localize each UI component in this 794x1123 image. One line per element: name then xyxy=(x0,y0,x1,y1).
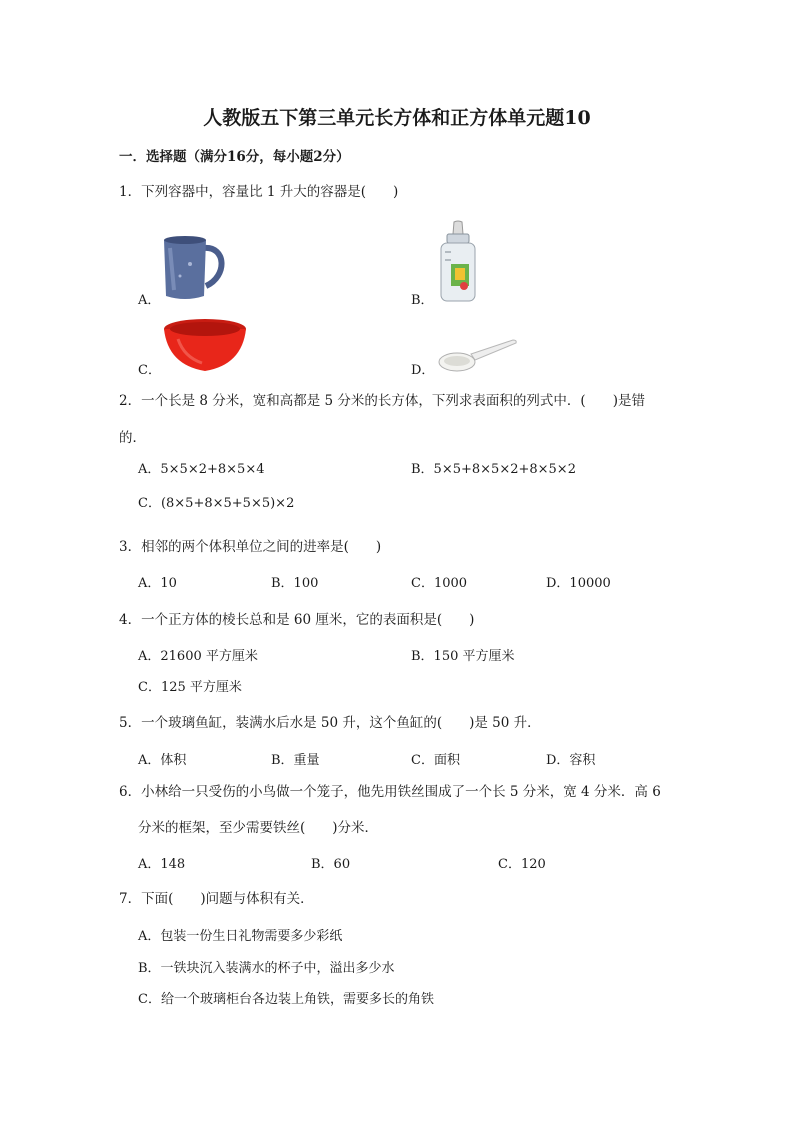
mug-icon xyxy=(160,234,226,302)
q5-option-a[interactable]: A．体积 xyxy=(138,753,187,768)
q3-option-a[interactable]: A．10 xyxy=(138,576,177,591)
q6-option-c[interactable]: C．120 xyxy=(498,857,546,872)
question-2-stem-line2: 的． xyxy=(119,430,146,446)
q7-option-c[interactable]: C．给一个玻璃柜台各边装上角铁，需要多长的角铁 xyxy=(138,992,434,1007)
question-2-stem-line1: 2．一个长是 8 分米，宽和高都是 5 分米的长方体，下列求表面积的列式中．( )是错 xyxy=(119,393,645,409)
q1-option-a[interactable]: A． xyxy=(138,293,161,308)
question-5-stem: 5．一个玻璃鱼缸，装满水后水是 50 升，这个鱼缸的( )是 50 升． xyxy=(119,715,541,731)
q6-option-a[interactable]: A．148 xyxy=(138,857,186,872)
q4-option-a[interactable]: A．21600 平方厘米 xyxy=(138,649,258,664)
q1-option-c[interactable]: C． xyxy=(138,363,161,378)
question-1-stem: 1．下列容器中，容量比 1 升大的容器是( ) xyxy=(119,184,399,200)
section-heading: 一．选择题（满分16分，每小题2分） xyxy=(119,149,350,165)
q2-option-b[interactable]: B．5×5+8×5×2+8×5×2 xyxy=(411,462,576,477)
question-3-stem: 3．相邻的两个体积单位之间的进率是( ) xyxy=(119,539,382,555)
q3-option-d[interactable]: D．10000 xyxy=(546,576,611,591)
q1-option-b[interactable]: B． xyxy=(411,293,434,308)
page-title: 人教版五下第三单元长方体和正方体单元题10 xyxy=(203,107,591,129)
baby-bottle-icon xyxy=(437,220,479,304)
q6-option-b[interactable]: B．60 xyxy=(311,857,351,872)
q2-option-a[interactable]: A．5×5×2+8×5×4 xyxy=(138,462,265,477)
q7-option-a[interactable]: A．包装一份生日礼物需要多少彩纸 xyxy=(138,929,343,944)
q3-option-c[interactable]: C．1000 xyxy=(411,576,468,591)
q4-option-c[interactable]: C．125 平方厘米 xyxy=(138,680,242,695)
q5-option-b[interactable]: B．重量 xyxy=(271,753,320,768)
question-7-stem: 7．下面( )问题与体积有关． xyxy=(119,891,314,907)
q4-option-b[interactable]: B．150 平方厘米 xyxy=(411,649,515,664)
q5-option-d[interactable]: D．容积 xyxy=(546,753,596,768)
q3-option-b[interactable]: B．100 xyxy=(271,576,319,591)
q7-option-b[interactable]: B．一铁块沉入装满水的杯子中，溢出多少水 xyxy=(138,961,395,976)
question-4-stem: 4．一个正方体的棱长总和是 60 厘米，它的表面积是( ) xyxy=(119,612,475,628)
question-6-stem-line1: 6．小林给一只受伤的小鸟做一个笼子，他先用铁丝围成了一个长 5 分米，宽 4 分米．高 6 xyxy=(119,784,661,800)
spoon-icon xyxy=(437,338,519,374)
q5-option-c[interactable]: C．面积 xyxy=(411,753,460,768)
question-6-stem-line2: 分米的框架，至少需要铁丝( )分米． xyxy=(138,820,379,836)
q1-option-d[interactable]: D． xyxy=(411,363,435,378)
red-bowl-icon xyxy=(162,317,248,373)
q2-option-c[interactable]: C．(8×5+8×5+5×5)×2 xyxy=(138,496,295,511)
